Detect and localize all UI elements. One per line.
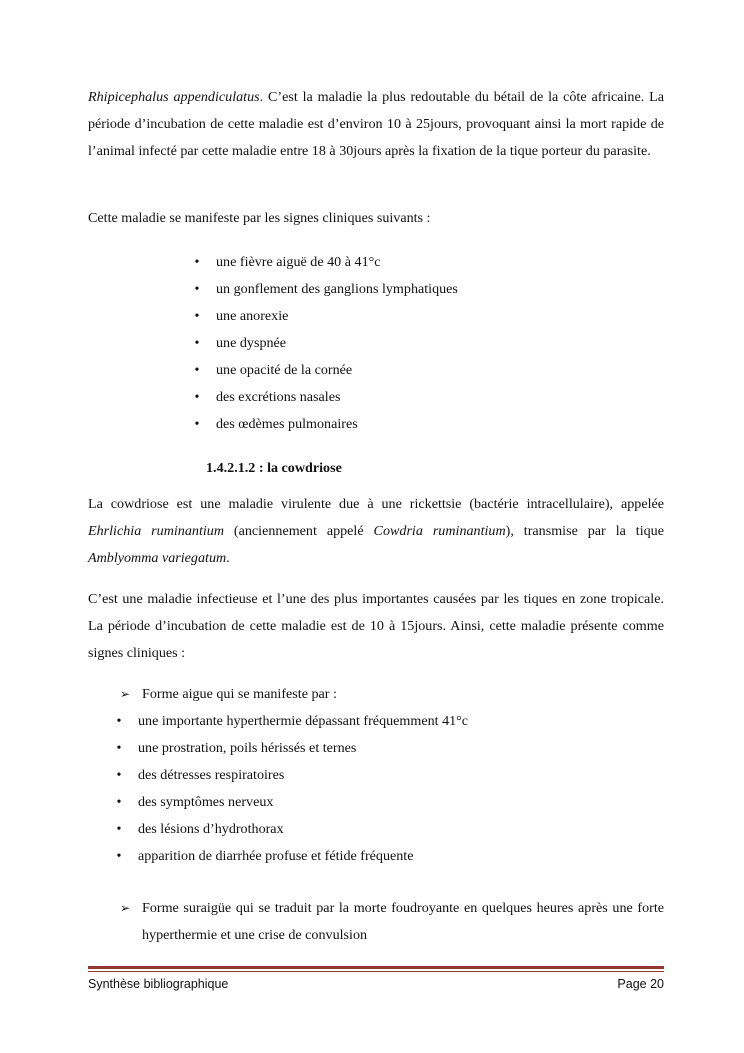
list-item: • une prostration, poils hérissés et ternes xyxy=(114,735,468,762)
bullet-icon: • xyxy=(194,254,200,270)
page-number: Page 20 xyxy=(617,977,664,991)
list-item: • une fièvre aiguë de 40 à 41°c xyxy=(192,249,458,276)
clinical-signs-list xyxy=(192,249,458,438)
bullet-icon: • xyxy=(116,821,122,837)
bullet-icon: • xyxy=(116,794,122,810)
species-name: Amblyomma variegatum xyxy=(88,550,227,566)
footer-section-title: Synthèse bibliographique xyxy=(88,977,229,991)
paragraph-theileriose-description xyxy=(88,84,664,165)
list-item: • des excrétions nasales xyxy=(192,384,458,411)
list-item: • un gonflement des ganglions lymphatiques xyxy=(192,276,458,303)
bullet-icon: • xyxy=(194,389,200,405)
species-name: Ehrlichia ruminantium xyxy=(88,523,224,539)
paragraph-text: . C’est la maladie la plus redoutable du bétail de la côte africaine. La période d’incubation de cette maladie est d’environ 10 à 25jours, provoquant ainsi la mort rapide de l’animal infecté par cette maladie entre 18 à 30jours après la fixation de la tique porteur du parasite. xyxy=(88,89,664,159)
paragraph-signs-intro: Cette maladie se manifeste par les signes cliniques suivants : xyxy=(88,210,431,226)
arrow-bullet-icon: ➢ xyxy=(120,901,131,915)
footer-rule xyxy=(88,966,664,969)
species-name: Cowdria ruminantium xyxy=(373,523,506,539)
footer-rule-thin xyxy=(88,971,664,972)
species-name: Rhipicephalus appendiculatus xyxy=(88,89,260,105)
list-item: • une importante hyperthermie dépassant fréquemment 41°c xyxy=(114,708,468,735)
page-body xyxy=(88,0,664,1053)
paragraph-cowdriose-incubation: C’est une maladie infectieuse et l’une des plus importantes causées par les tiques en zone tropicale. La période d’incubation de cette maladie est de 10 à 15jours. Ainsi, cette maladie présente comme signes cliniques : xyxy=(88,591,664,661)
bullet-icon: • xyxy=(116,767,122,783)
acute-form-heading: ➢ Forme aigue qui se manifeste par : xyxy=(120,681,664,708)
acute-signs-list xyxy=(114,708,468,870)
list-item: • des symptômes nerveux xyxy=(114,789,468,816)
list-item: • des œdèmes pulmonaires xyxy=(192,411,458,438)
list-item: • des lésions d’hydrothorax xyxy=(114,816,468,843)
bullet-icon: • xyxy=(194,335,200,351)
bullet-icon: • xyxy=(194,308,200,324)
superacute-form: ➢ Forme suraigüe qui se traduit par la morte foudroyante en quelques heures après une forte hyperthermie et une crise de convulsion xyxy=(120,895,664,949)
list-item: • une dyspnée xyxy=(192,330,458,357)
bullet-icon: • xyxy=(116,740,122,756)
bullet-icon: • xyxy=(194,416,200,432)
list-item: • des détresses respiratoires xyxy=(114,762,468,789)
bullet-icon: • xyxy=(194,362,200,378)
list-item: • apparition de diarrhée profuse et fétide fréquente xyxy=(114,843,468,870)
bullet-icon: • xyxy=(116,848,122,864)
section-heading: 1.4.2.1.2 : la cowdriose xyxy=(206,460,342,476)
bullet-icon: • xyxy=(116,713,122,729)
paragraph-cowdriose-definition: La cowdriose est une maladie virulente due à une rickettsie (bactérie intracellulaire), appelée Ehrlichia ruminantium (anciennement appelé Cowdria ruminantium), transmise par la tique Amblyomma variegatum. xyxy=(88,496,664,566)
list-item: • une anorexie xyxy=(192,303,458,330)
list-item: • une opacité de la cornée xyxy=(192,357,458,384)
bullet-icon: • xyxy=(194,281,200,297)
arrow-bullet-icon: ➢ xyxy=(120,687,131,701)
